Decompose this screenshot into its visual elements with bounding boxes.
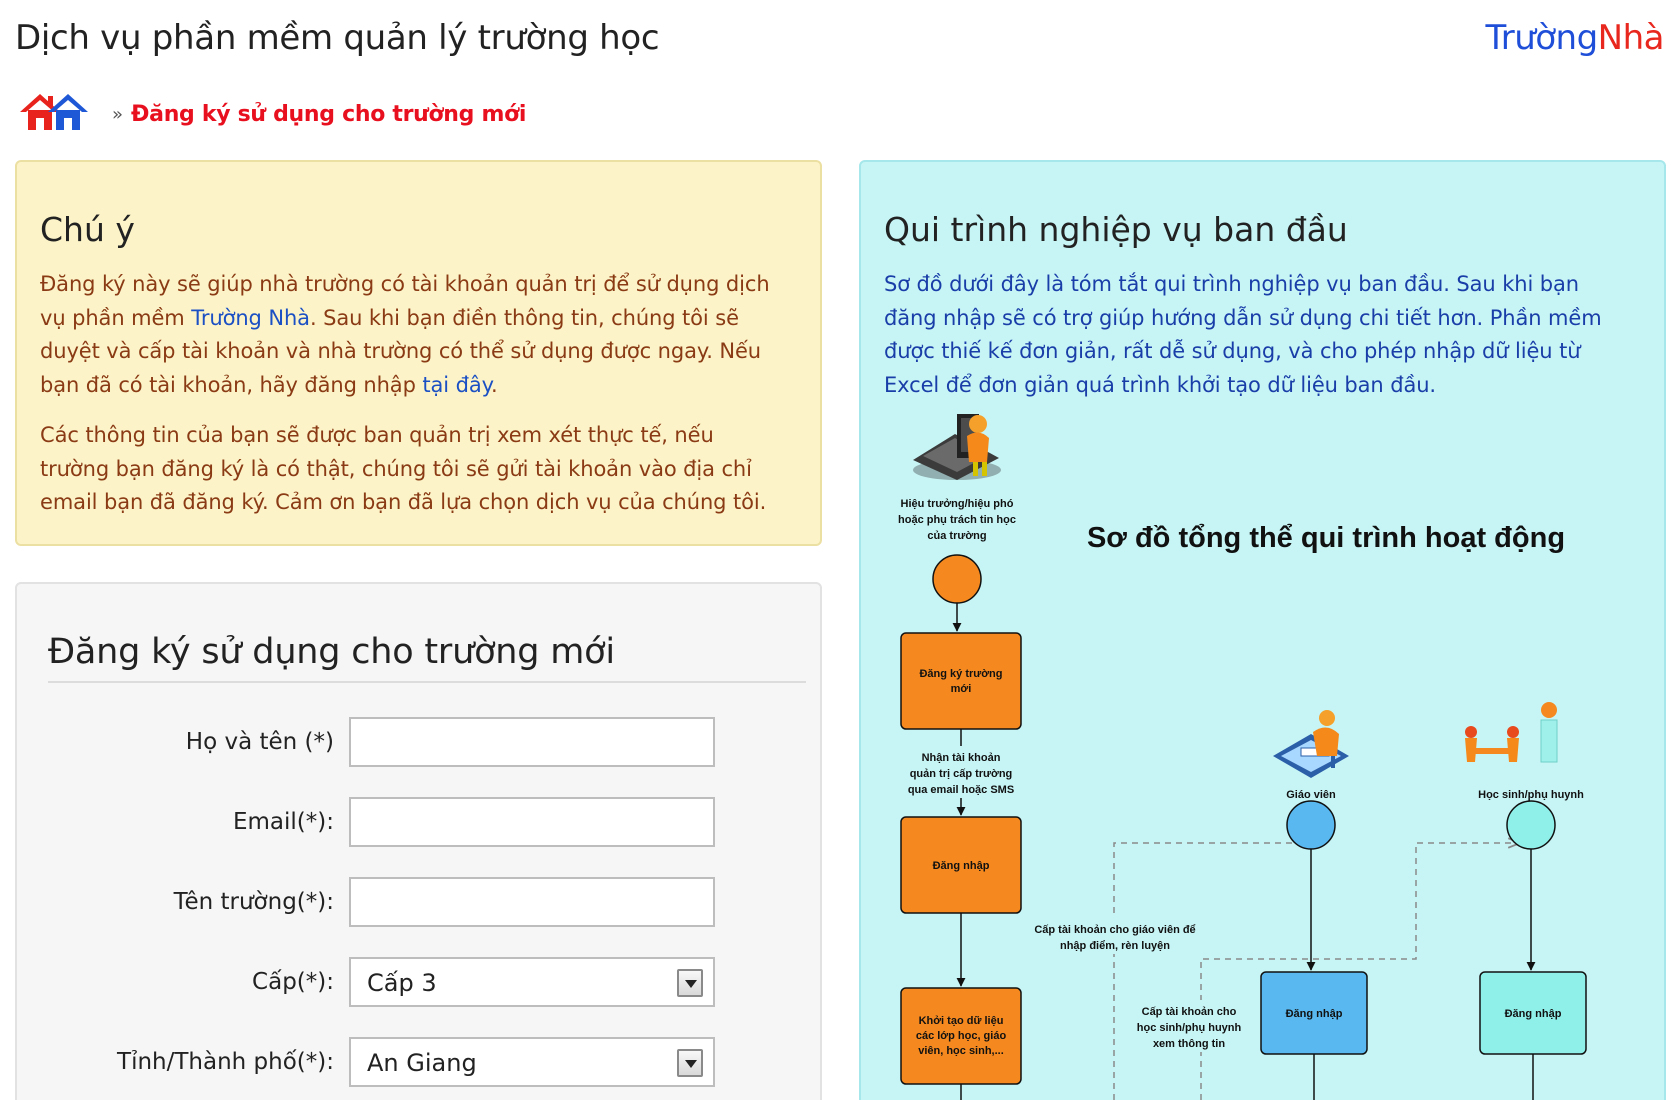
breadcrumb-current: Đăng ký sử dụng cho trường mới <box>131 101 527 127</box>
level-selected-value: Cấp 3 <box>367 969 437 997</box>
process-panel <box>859 160 1666 1100</box>
school-name-input[interactable] <box>349 877 715 927</box>
province-label: Tỉnh/Thành phố(*): <box>117 1049 334 1075</box>
notice-text-1b: . Sau khi bạn điền thông tin, chúng tôi sẽ duyệt và cấp tài khoản và nhà trường có thể sử dụng được ngay. Nếu bạn đã có tài khoản, hãy đăng nhập <box>40 305 761 397</box>
register-school-label-line1: Đăng ký trường <box>919 668 1003 680</box>
brand-logo-part1: Trường <box>1485 18 1598 58</box>
admin-login-label: Đăng nhập <box>932 860 990 872</box>
principal-actor-icon <box>913 414 1001 480</box>
breadcrumb <box>18 90 526 134</box>
receive-account-note-line1: Nhận tài khoản <box>921 752 1001 764</box>
brand-logo-part2: Nhà <box>1597 18 1664 58</box>
principal-start-node <box>933 555 981 603</box>
init-data-label-line1: Khởi tạo dữ liệu <box>918 1015 1004 1027</box>
level-label: Cấp(*): <box>252 969 334 995</box>
student-accounts-note-line2: học sinh/phụ huynh <box>1136 1022 1242 1034</box>
init-data-label-line3: viên, học sinh,... <box>918 1045 1004 1057</box>
name-input[interactable] <box>349 717 715 767</box>
student-start-node <box>1507 801 1555 849</box>
chevron-down-icon[interactable] <box>677 969 703 997</box>
notice-text-1c: . <box>490 372 498 397</box>
teacher-login-label: Đăng nhập <box>1285 1008 1343 1020</box>
truongnha-link[interactable]: Trường Nhà <box>191 305 310 330</box>
student-login-label: Đăng nhập <box>1504 1008 1562 1020</box>
process-description: Sơ đồ dưới đây là tóm tắt qui trình nghiệp vụ ban đầu. Sau khi bạn đăng nhập sẽ có trợ giúp hướng dẫn sử dụng chi tiết hơn. Phần mềm được thiế kế đơn giản, rất dễ sử dụng, và cho phép nhập dữ liệu từ Excel để đơn giản quá trình khởi tạo dữ liệu ban đầu. <box>884 272 1602 397</box>
breadcrumb-separator: » <box>112 103 124 125</box>
notice-paragraph-1 <box>40 268 770 402</box>
notice-title: Chú ý <box>40 210 135 249</box>
receive-account-note-line3: qua email hoặc SMS <box>907 784 1015 796</box>
register-school-box <box>901 633 1021 729</box>
brand-logo[interactable] <box>1485 18 1664 58</box>
process-diagram <box>861 162 1666 1100</box>
level-select[interactable] <box>349 957 715 1007</box>
form-title: Đăng ký sử dụng cho trường mới <box>48 632 615 672</box>
init-data-label-line2: các lớp học, giáo <box>915 1030 1007 1042</box>
form-row-name <box>17 717 824 769</box>
student-accounts-note-line3: xem thông tin <box>1152 1038 1226 1050</box>
form-row-province <box>17 1037 824 1089</box>
form-row-email <box>17 797 824 849</box>
teacher-actor-label: Giáo viên <box>1286 789 1336 801</box>
teacher-accounts-note-line1: Cấp tài khoản cho giáo viên để <box>1034 924 1196 936</box>
principal-actor-label-line3: của trường <box>927 530 987 542</box>
principal-actor-label-line2: hoặc phụ trách tin học <box>898 514 1016 526</box>
register-school-label-line2: mới <box>950 683 972 695</box>
student-actor-label: Học sinh/phụ huynh <box>1478 789 1584 801</box>
form-divider <box>48 681 806 683</box>
diagram-heading: Sơ đồ tổng thể qui trình hoạt động <box>1086 522 1566 554</box>
notice-text-1a: Đăng ký này sẽ giúp nhà trường có tài khoản quản trị để sử dụng dịch vụ phần mềm <box>40 272 770 330</box>
teacher-accounts-note-line2: nhập điểm, rèn luyện <box>1059 940 1171 952</box>
province-select[interactable] <box>349 1037 715 1087</box>
name-label: Họ và tên (*) <box>185 729 334 755</box>
notice-panel <box>15 160 822 546</box>
school-name-label: Tên trường(*): <box>173 889 334 915</box>
home-icon[interactable] <box>18 90 92 134</box>
email-input[interactable] <box>349 797 715 847</box>
teacher-actor-icon <box>1273 710 1349 778</box>
login-here-link[interactable]: tại đây <box>422 372 491 397</box>
email-label: Email(*): <box>232 809 334 835</box>
process-title: Qui trình nghiệp vụ ban đầu <box>884 210 1348 249</box>
province-selected-value: An Giang <box>367 1049 477 1077</box>
teacher-start-node <box>1287 801 1335 849</box>
student-parent-actor-icon <box>1465 702 1557 762</box>
receive-account-note-line2: quản trị cấp trường <box>909 768 1013 780</box>
registration-form <box>15 582 822 1100</box>
student-accounts-note-line1: Cấp tài khoản cho <box>1141 1006 1237 1018</box>
notice-paragraph-2: Các thông tin của bạn sẽ được ban quản trị xem xét thực tế, nếu trường bạn đăng ký là có thật, chúng tôi sẽ gửi tài khoản vào địa chỉ email bạn đã đăng ký. Cảm ơn bạn đã lựa chọn dịch vụ của chúng tôi. <box>40 423 767 514</box>
page-title: Dịch vụ phần mềm quản lý trường học <box>15 18 660 58</box>
form-row-school <box>17 877 824 929</box>
form-row-level <box>17 957 824 1009</box>
chevron-down-icon[interactable] <box>677 1049 703 1077</box>
principal-actor-label-line1: Hiệu trưởng/hiệu phó <box>900 498 1014 510</box>
